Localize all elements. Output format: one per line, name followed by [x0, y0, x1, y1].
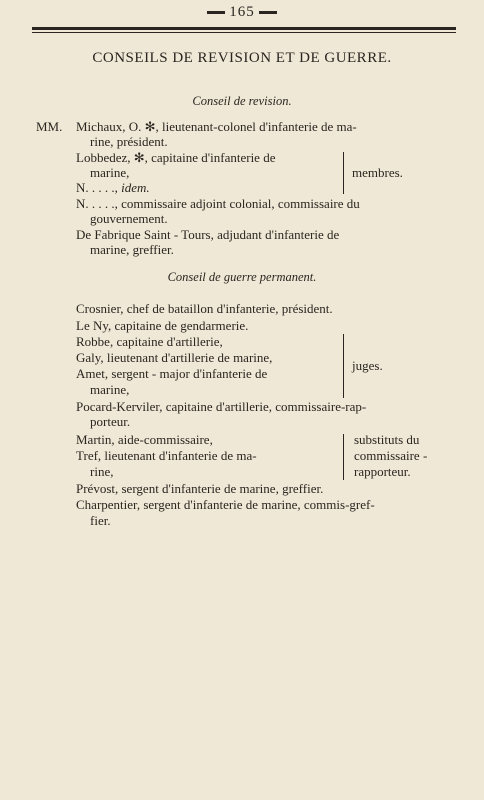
revision-line-8: De Fabrique Saint - Tours, adjudant d'infanterie de: [76, 227, 340, 242]
revision-n1: N. . . . .,: [76, 180, 118, 195]
revision-line-7: gouvernement.: [90, 211, 168, 226]
guerre-line-7: Pocard-Kerviler, capitaine d'artillerie, commissaire-rap-: [76, 399, 367, 414]
revision-line-2: rine, président.: [90, 134, 168, 149]
page-number-text: 165: [229, 4, 255, 20]
guerre-line-12: Prévost, sergent d'infanterie de marine, greffier.: [76, 481, 324, 496]
substituts-line-2: commissaire -: [354, 448, 428, 463]
page-title: CONSEILS DE REVISION ET DE GUERRE.: [92, 50, 392, 66]
revision-line-3: Lobbedez, ✻, capitaine d'infanterie de: [76, 150, 276, 165]
page-number: [0, 4, 484, 21]
guerre-heading: Conseil de guerre permanent.: [167, 270, 317, 284]
substituts-brace: [343, 434, 344, 480]
dash-right: [259, 11, 277, 14]
revision-line-6: N. . . . ., commissaire adjoint colonial, commissaire du: [76, 196, 360, 211]
substituts-line-3: rapporteur.: [354, 464, 411, 479]
guerre-line-10: Tref, lieutenant d'infanterie de ma-: [76, 448, 257, 463]
header-rule-thick: [32, 27, 456, 30]
mm-prefix: MM.: [36, 119, 63, 134]
revision-line-4: marine,: [90, 165, 130, 180]
guerre-line-9: Martin, aide-commissaire,: [76, 432, 213, 447]
guerre-line-2: Le Ny, capitaine de gendarmerie.: [76, 318, 249, 333]
guerre-line-3: Robbe, capitaine d'artillerie,: [76, 334, 223, 349]
juges-label: juges.: [352, 358, 383, 373]
guerre-line-4: Galy, lieutenant d'artillerie de marine,: [76, 350, 273, 365]
header-rule-thin: [32, 32, 456, 33]
substituts-line-1: substituts du: [354, 432, 420, 447]
guerre-line-8: porteur.: [90, 414, 131, 429]
revision-line-5: [76, 180, 150, 195]
revision-idem: idem.: [121, 180, 150, 195]
membres-label: membres.: [352, 165, 403, 180]
guerre-line-14: fier.: [90, 513, 111, 528]
revision-line-1: Michaux, O. ✻, lieutenant-colonel d'infanterie de ma-: [76, 119, 357, 134]
membres-brace: [343, 152, 344, 194]
guerre-line-13: Charpentier, sergent d'infanterie de marine, commis-gref-: [76, 497, 375, 512]
revision-line-9: marine, greffier.: [90, 242, 174, 257]
guerre-line-5: Amet, sergent - major d'infanterie de: [76, 366, 268, 381]
dash-left: [207, 11, 225, 14]
guerre-line-11: rine,: [90, 464, 114, 479]
revision-heading: Conseil de revision.: [192, 94, 292, 108]
guerre-line-6: marine,: [90, 382, 130, 397]
guerre-line-1: Crosnier, chef de bataillon d'infanterie, président.: [76, 301, 333, 316]
juges-brace: [343, 334, 344, 398]
